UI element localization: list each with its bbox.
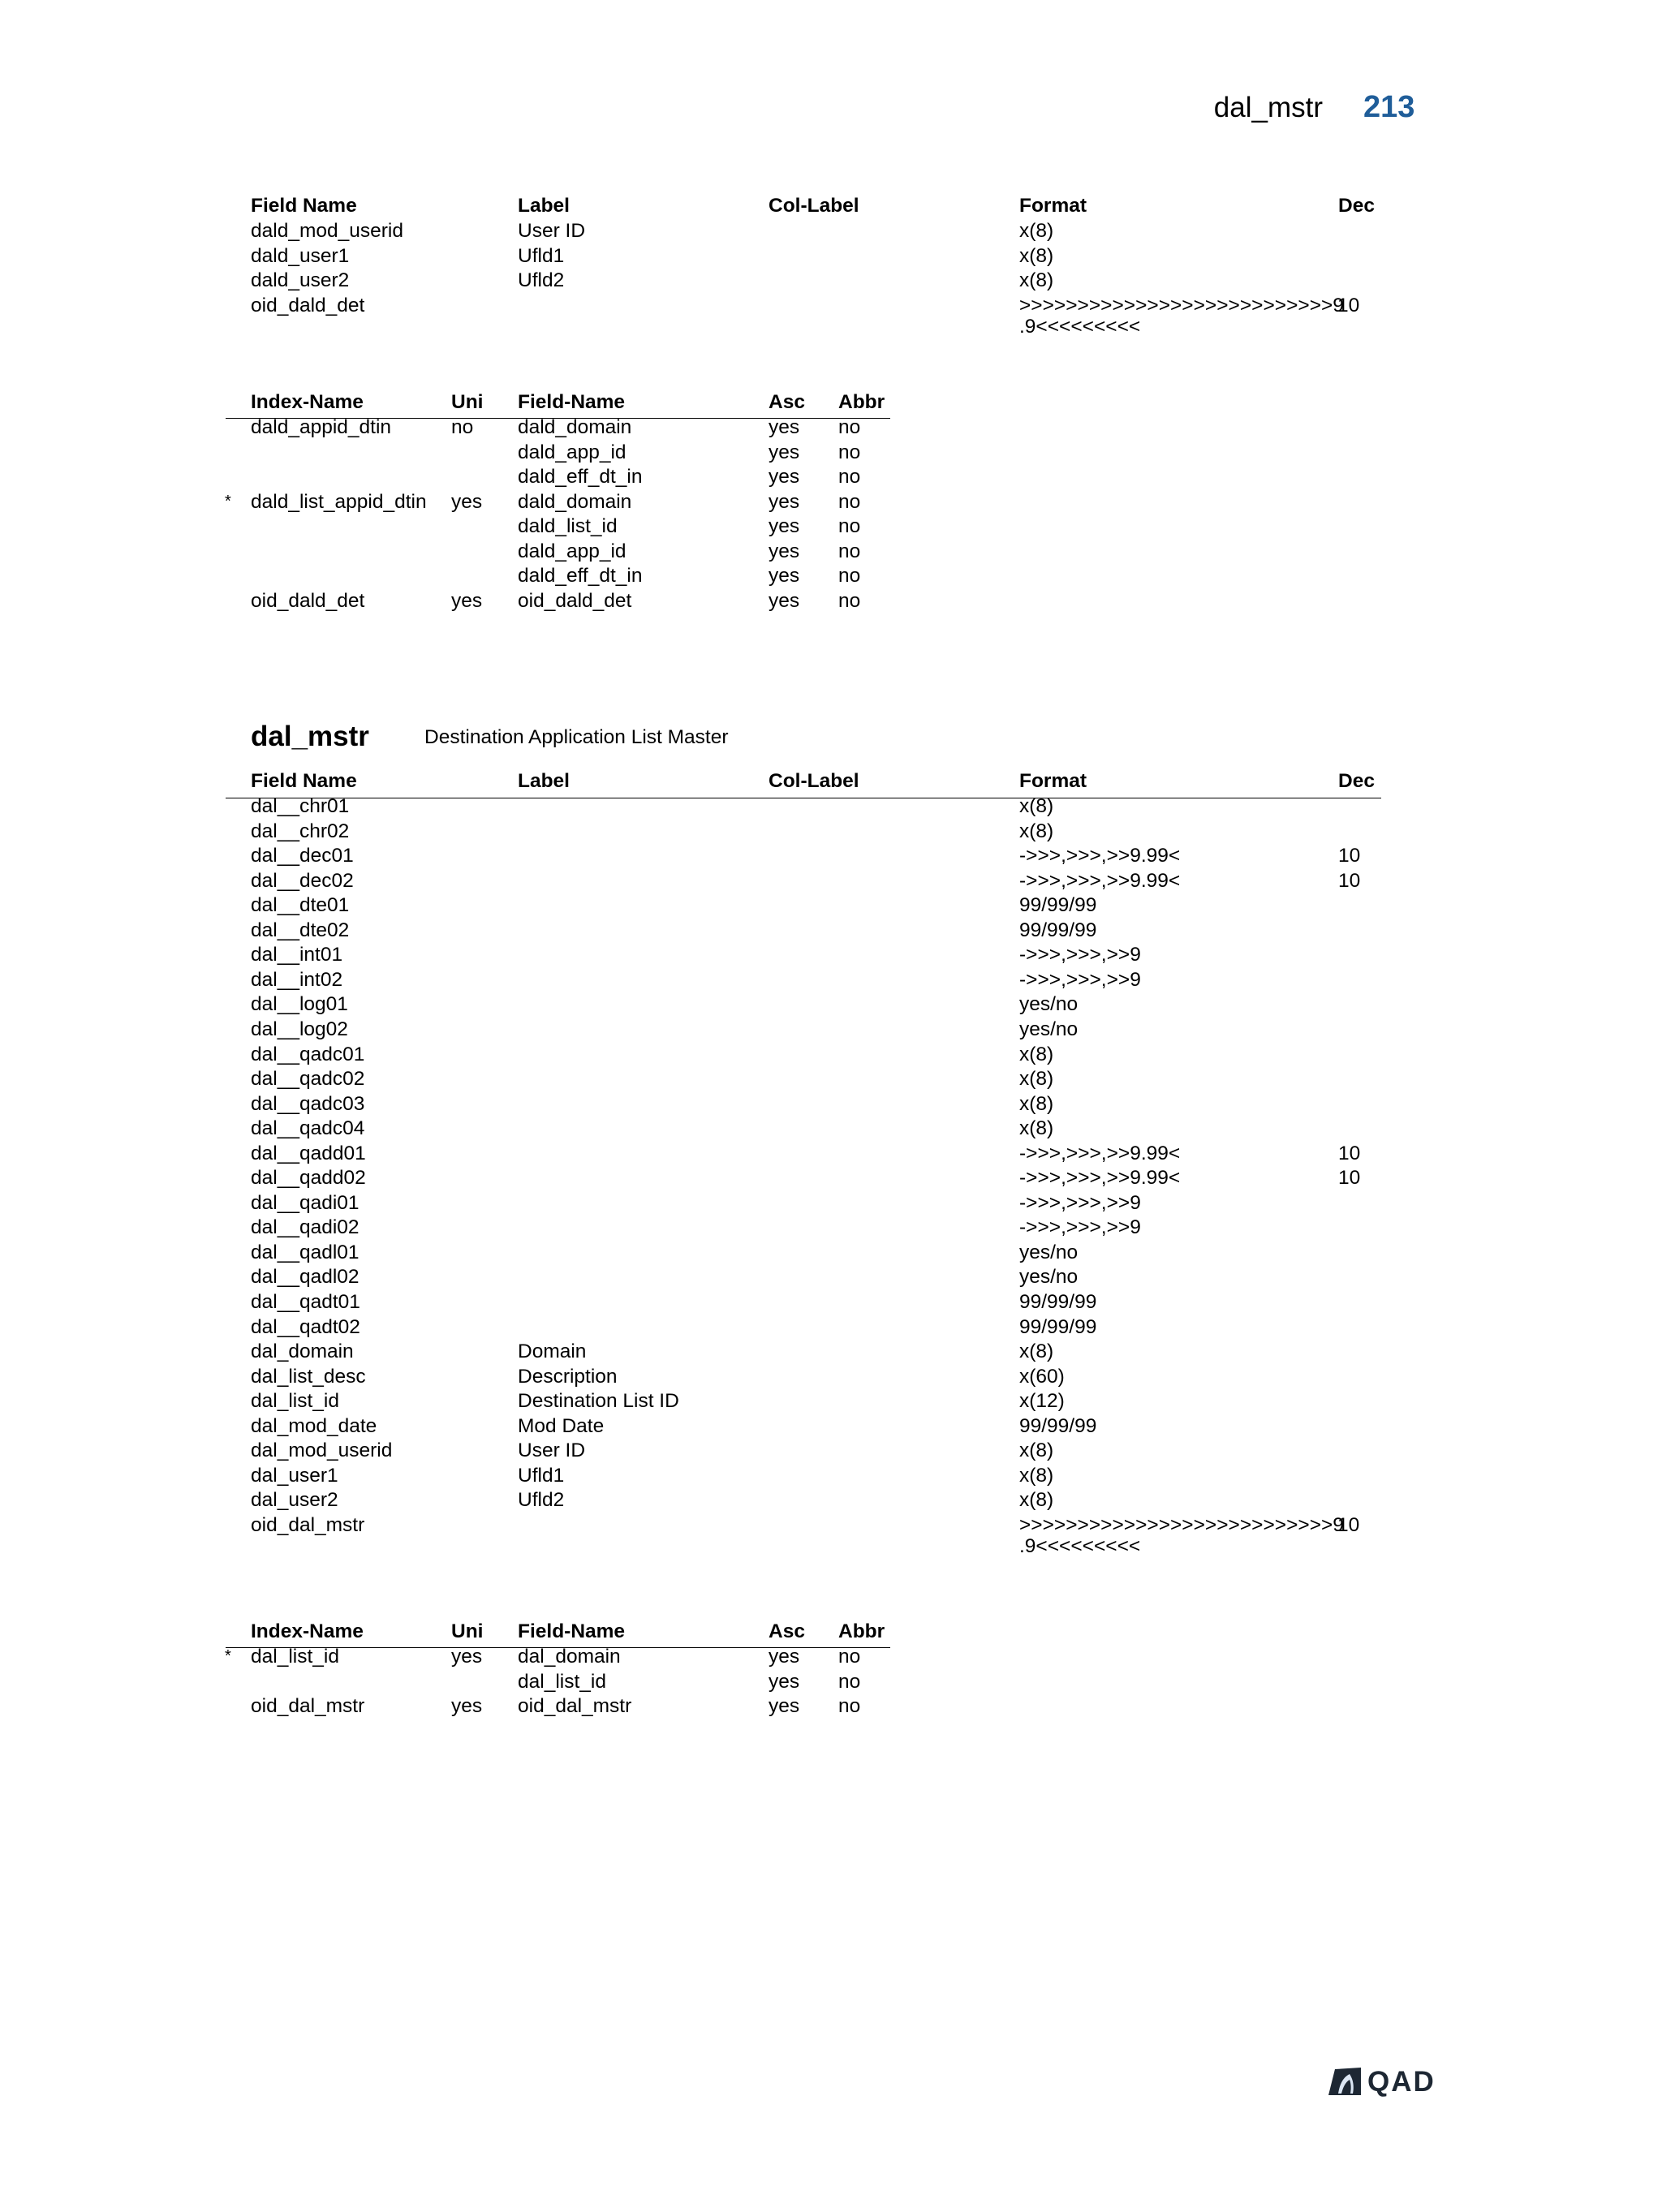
index-name: oid_dal_mstr: [251, 1695, 365, 1717]
field-row: [251, 819, 1387, 844]
index-ascending: yes: [769, 515, 800, 537]
field-table-header: [251, 193, 1387, 218]
field-row: [251, 992, 1387, 1017]
field-name: dal_mod_date: [251, 1414, 377, 1437]
index-row: [251, 514, 900, 539]
index-row: [251, 539, 900, 564]
field-name: dal__log02: [251, 1018, 348, 1040]
col-header-asc: Asc: [769, 391, 805, 413]
index-ascending: yes: [769, 589, 800, 612]
field-format: ->>>,>>>,>>9.99<: [1019, 1167, 1181, 1190]
field-label: User ID: [518, 220, 586, 242]
field-format: yes/no: [1019, 1266, 1079, 1289]
col-header-index-name: Index-Name: [251, 391, 364, 413]
index-ascending: yes: [769, 1670, 800, 1693]
index-unique: no: [451, 416, 474, 438]
field-label: Ufld1: [518, 244, 565, 267]
field-name: dald_mod_userid: [251, 220, 403, 242]
field-row: [251, 268, 1387, 293]
index-unique: yes: [451, 1695, 483, 1717]
field-format: >>>>>>>>>>>>>>>>>>>>>>>>>>>9: [1019, 294, 1344, 316]
field-row: [251, 1190, 1387, 1216]
field-label: Domain: [518, 1341, 587, 1363]
index-abbreviated: no: [838, 515, 861, 537]
field-label: Ufld2: [518, 1489, 565, 1512]
field-name: dal_mod_userid: [251, 1440, 393, 1462]
index-abbreviated: no: [838, 490, 861, 513]
field-row-continuation: [251, 314, 1387, 339]
primary-index-marker: *: [225, 492, 231, 510]
field-row: [251, 1240, 1387, 1265]
index-field-name: dald_eff_dt_in: [518, 466, 643, 488]
field-format: x(8): [1019, 1068, 1054, 1091]
field-name: dal_list_desc: [251, 1365, 366, 1388]
field-format: 99/99/99: [1019, 1315, 1097, 1338]
primary-index-marker: *: [225, 1647, 231, 1665]
field-row: [251, 942, 1387, 967]
index-abbreviated: no: [838, 466, 861, 488]
index-row: [251, 415, 900, 440]
index-field-name: dald_domain: [518, 490, 632, 513]
field-row: [251, 1066, 1387, 1091]
field-label: Ufld1: [518, 1464, 565, 1487]
index-table-header: [251, 389, 900, 415]
index-field-name: dal_list_id: [518, 1670, 606, 1693]
field-label: User ID: [518, 1440, 586, 1462]
field-dec: 10: [1338, 1167, 1361, 1190]
field-name: dal__dte02: [251, 919, 350, 941]
col-header-uni: Uni: [451, 1620, 484, 1642]
field-name: dal__qadc03: [251, 1092, 365, 1115]
field-format: x(8): [1019, 269, 1054, 291]
index-abbreviated: no: [838, 416, 861, 438]
index-abbreviated: no: [838, 589, 861, 612]
field-dec: 10: [1338, 869, 1361, 892]
index-ascending: yes: [769, 441, 800, 463]
field-format: x(8): [1019, 244, 1054, 267]
field-format: ->>>,>>>,>>9: [1019, 968, 1141, 991]
index-unique: yes: [451, 490, 483, 513]
index-field-name: dald_eff_dt_in: [518, 565, 643, 587]
index-name: dald_appid_dtin: [251, 416, 392, 438]
index-name: oid_dald_det: [251, 589, 365, 612]
index-table-header: [251, 1619, 900, 1644]
index-unique: yes: [451, 589, 483, 612]
col-header-index-name: Index-Name: [251, 1620, 364, 1642]
field-row: [251, 1463, 1387, 1488]
field-format: x(8): [1019, 1092, 1054, 1115]
index-ascending: yes: [769, 490, 800, 513]
field-format: x(8): [1019, 1043, 1054, 1065]
field-format: x(8): [1019, 1117, 1054, 1140]
col-header-col-label: Col-Label: [769, 195, 859, 217]
col-header-label: Label: [518, 770, 570, 792]
field-name: dal__dec02: [251, 869, 354, 892]
index-abbreviated: no: [838, 1646, 861, 1668]
field-table-header: [251, 768, 1387, 794]
col-header-dec: Dec: [1338, 770, 1375, 792]
field-row: [251, 218, 1387, 243]
field-name: dald_user2: [251, 269, 350, 291]
index-field-name: dald_list_id: [518, 515, 618, 537]
col-header-label: Label: [518, 195, 570, 217]
index-ascending: yes: [769, 565, 800, 587]
qad-logo: [1328, 2068, 1447, 2097]
field-row: [251, 1289, 1387, 1315]
index-ascending: yes: [769, 1646, 800, 1668]
field-format: yes/no: [1019, 1018, 1079, 1040]
col-header-field-name: Field Name: [251, 195, 357, 217]
field-row: [251, 967, 1387, 992]
field-dec: 10: [1337, 1513, 1360, 1536]
field-name: dal__qadc04: [251, 1117, 365, 1140]
field-format: x(8): [1019, 820, 1054, 842]
col-header-field-name: Field-Name: [518, 1620, 626, 1642]
field-format: >>>>>>>>>>>>>>>>>>>>>>>>>>>9: [1019, 1513, 1344, 1536]
col-header-uni: Uni: [451, 391, 484, 413]
col-header-col-label: Col-Label: [769, 770, 859, 792]
field-name: dal__chr01: [251, 795, 350, 817]
table-title: dal_mstr: [251, 721, 369, 752]
index-ascending: yes: [769, 540, 800, 562]
field-name: dal__qadl01: [251, 1241, 360, 1263]
field-name: dal__qadt02: [251, 1315, 360, 1338]
field-name: dal_user2: [251, 1489, 338, 1512]
field-name: dal_list_id: [251, 1390, 339, 1413]
field-row: [251, 1017, 1387, 1042]
col-header-abbr: Abbr: [838, 391, 885, 413]
field-format: x(8): [1019, 1489, 1054, 1512]
page-number: 213: [1363, 90, 1415, 124]
field-row: [251, 243, 1387, 269]
field-row: [251, 1116, 1387, 1141]
index-row: [225, 489, 900, 514]
index-ascending: yes: [769, 1695, 800, 1717]
qad-logo-mark-icon: [1328, 2068, 1361, 2095]
field-format: x(8): [1019, 795, 1054, 817]
field-row: [251, 893, 1387, 918]
field-format-continued: .9<<<<<<<<<: [1019, 315, 1141, 338]
index-abbreviated: no: [838, 565, 861, 587]
field-format: 99/99/99: [1019, 919, 1097, 941]
index-field-name: dal_domain: [518, 1646, 621, 1668]
table-description: Destination Application List Master: [424, 726, 729, 748]
col-header-asc: Asc: [769, 1620, 805, 1642]
field-row: [251, 1315, 1387, 1340]
index-name: dal_list_id: [251, 1646, 339, 1668]
field-name: dal__int01: [251, 944, 343, 966]
field-row: [251, 1487, 1387, 1513]
field-format: x(8): [1019, 1464, 1054, 1487]
field-name: dal__qadl02: [251, 1266, 360, 1289]
col-header-field-name: Field-Name: [518, 391, 626, 413]
field-format: yes/no: [1019, 1241, 1079, 1263]
field-dec: 10: [1338, 845, 1361, 867]
field-format: x(12): [1019, 1390, 1065, 1413]
index-ascending: yes: [769, 416, 800, 438]
index-row: [251, 1693, 900, 1719]
field-row: [251, 1339, 1387, 1364]
field-row: [251, 1438, 1387, 1463]
field-row: [251, 1141, 1387, 1166]
col-header-abbr: Abbr: [838, 1620, 885, 1642]
field-name: dal_domain: [251, 1341, 354, 1363]
field-row-continuation: [251, 1534, 1387, 1559]
field-format: 99/99/99: [1019, 894, 1097, 917]
field-format: x(8): [1019, 220, 1054, 242]
field-row: [251, 1091, 1387, 1117]
logo-text: QAD: [1367, 2066, 1436, 2098]
field-row: [251, 1165, 1387, 1190]
field-name: dal_user1: [251, 1464, 338, 1487]
field-row: [251, 1042, 1387, 1067]
field-row: [251, 868, 1387, 893]
index-row: [225, 1644, 900, 1669]
field-name: dal__dec01: [251, 845, 354, 867]
col-header-field-name: Field Name: [251, 770, 357, 792]
index-unique: yes: [451, 1646, 483, 1668]
index-abbreviated: no: [838, 540, 861, 562]
index-field-name: dald_app_id: [518, 441, 626, 463]
index-row: [251, 588, 900, 613]
index-field-name: dald_domain: [518, 416, 632, 438]
field-format: x(8): [1019, 1440, 1054, 1462]
index-field-name: dald_app_id: [518, 540, 626, 562]
field-row: [251, 1215, 1387, 1240]
field-row: [251, 1388, 1387, 1414]
field-format: 99/99/99: [1019, 1414, 1097, 1437]
field-format: ->>>,>>>,>>9.99<: [1019, 869, 1181, 892]
running-header-title: dal_mstr: [1213, 92, 1323, 123]
field-name: dal__qadi02: [251, 1216, 360, 1239]
field-format: ->>>,>>>,>>9: [1019, 944, 1141, 966]
field-label: Destination List ID: [518, 1390, 679, 1413]
field-row: [251, 1364, 1387, 1389]
field-row: [251, 843, 1387, 868]
field-name: oid_dal_mstr: [251, 1513, 365, 1536]
index-name: dald_list_appid_dtin: [251, 490, 427, 513]
index-ascending: yes: [769, 466, 800, 488]
field-format: yes/no: [1019, 993, 1079, 1016]
col-header-dec: Dec: [1338, 195, 1375, 217]
field-name: dal__qadd02: [251, 1167, 366, 1190]
field-format: ->>>,>>>,>>9.99<: [1019, 1142, 1181, 1164]
index-abbreviated: no: [838, 441, 861, 463]
field-format: ->>>,>>>,>>9.99<: [1019, 845, 1181, 867]
col-header-format: Format: [1019, 770, 1087, 792]
field-name: dal__int02: [251, 968, 343, 991]
field-format: 99/99/99: [1019, 1291, 1097, 1313]
field-name: dal__qadt01: [251, 1291, 360, 1313]
field-name: dal__dte01: [251, 894, 350, 917]
field-name: dald_user1: [251, 244, 350, 267]
index-abbreviated: no: [838, 1695, 861, 1717]
col-header-format: Format: [1019, 195, 1087, 217]
field-format: x(60): [1019, 1365, 1065, 1388]
index-field-name: oid_dald_det: [518, 589, 632, 612]
field-name: dal__qadd01: [251, 1142, 366, 1164]
field-label: Ufld2: [518, 269, 565, 291]
field-name: dal__qadc01: [251, 1043, 365, 1065]
field-row: [251, 1414, 1387, 1439]
field-dec: 10: [1337, 294, 1360, 316]
field-format: ->>>,>>>,>>9: [1019, 1216, 1141, 1239]
index-row: [251, 1669, 900, 1694]
index-row: [251, 464, 900, 489]
field-format-continued: .9<<<<<<<<<: [1019, 1534, 1141, 1557]
index-abbreviated: no: [838, 1670, 861, 1693]
field-name: dal__qadi01: [251, 1191, 360, 1214]
field-dec: 10: [1338, 1142, 1361, 1164]
field-row: [251, 1264, 1387, 1289]
field-row: [251, 918, 1387, 943]
field-format: x(8): [1019, 1341, 1054, 1363]
field-label: Description: [518, 1365, 618, 1388]
field-format: ->>>,>>>,>>9: [1019, 1191, 1141, 1214]
field-name: dal__chr02: [251, 820, 350, 842]
index-row: [251, 563, 900, 588]
field-name: dal__log01: [251, 993, 348, 1016]
field-name: oid_dald_det: [251, 294, 365, 316]
field-name: dal__qadc02: [251, 1068, 365, 1091]
field-label: Mod Date: [518, 1414, 605, 1437]
index-field-name: oid_dal_mstr: [518, 1695, 632, 1717]
field-row: [251, 794, 1387, 819]
index-row: [251, 440, 900, 465]
